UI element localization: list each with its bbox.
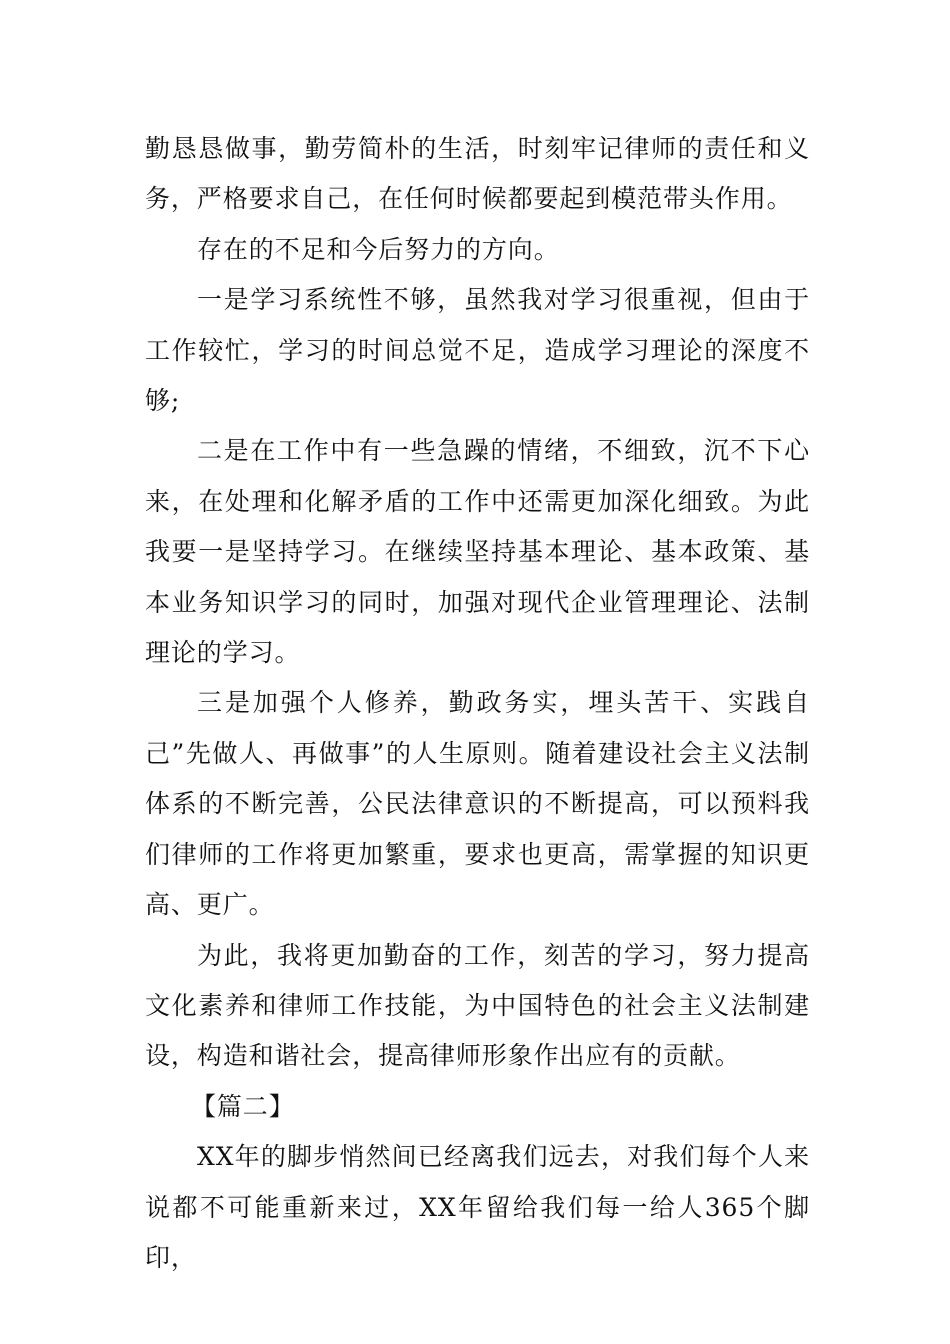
document-body <box>145 124 810 1283</box>
paragraph-conclusion: 为此，我将更加勤奋的工作，刻苦的学习，努力提高文化素养和律师工作技能，为中国特色的社会主义法制建设，构造和谐社会，提高律师形象作出应有的贡献。 <box>145 940 810 1071</box>
paragraph-point-one: 一是学习系统性不够，虽然我对学习很重视，但由于工作较忙，学习的时间总觉不足，造成学习理论的深度不够; <box>145 285 810 416</box>
paragraph-duty: 勤恳恳做事，勤劳简朴的生活，时刻牢记律师的责任和义务，严格要求自己，在任何时候都要起到模范带头作用。 <box>145 134 810 214</box>
paragraph-shortcomings-heading: 存在的不足和今后努力的方向。 <box>197 234 560 264</box>
paragraph-point-two: 二是在工作中有一些急躁的情绪，不细致，沉不下心来，在处理和化解矛盾的工作中还需更加深化细致。为此我要一是坚持学习。在继续坚持基本理论、基本政策、基本业务知识学习的同时，加强对现代企业管理理论、法制理论的学习。 <box>145 436 810 668</box>
paragraph-point-three: 三是加强个人修养，勤政务实，埋头苦干、实践自己”先做人、再做事”的人生原则。随着建设社会主义法制体系的不断完善，公民法律意识的不断提高，可以预料我们律师的工作将更加繁重，要求也更高，需掌握的知识更高、更广。 <box>145 688 810 920</box>
paragraph-part-two-intro: XX年的脚步悄然间已经离我们远去，对我们每个人来说都不可能重新来过，XX年留给我们每一给人365个脚印， <box>145 1142 810 1272</box>
section-heading-part-two: 【篇二】 <box>191 1091 295 1121</box>
